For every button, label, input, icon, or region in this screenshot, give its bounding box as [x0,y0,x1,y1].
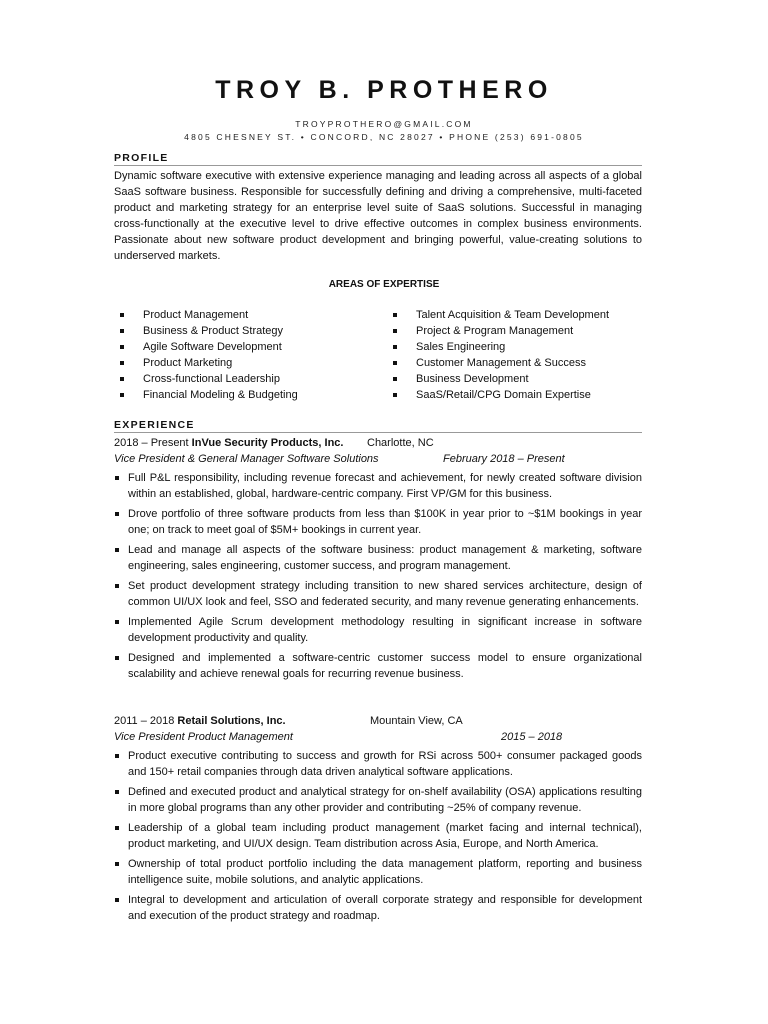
expertise-item: Financial Modeling & Budgeting [118,387,298,403]
job-bullets [114,470,642,686]
expertise-list-right [391,307,609,403]
job-header [114,713,642,729]
job-title: Vice President Product Management [114,731,293,743]
job-bullets [114,748,642,928]
job-dates: February 2018 – Present [443,453,565,465]
job-bullet: Integral to development and articulation of overall corporate strategy and responsible for development and execution of the product strategy and roadmap. [114,892,642,924]
job-title-row [114,451,642,467]
job-bullet: Drove portfolio of three software products from less than $100K in year prior to ~$1M bookings in year one; on track to meet goal of $5M+ bookings in current year. [114,506,642,538]
expertise-item: SaaS/Retail/CPG Domain Expertise [391,387,609,403]
job-bullet: Full P&L responsibility, including revenue forecast and achievement, for newly created software division within an established, global, hardware-centric company. First VP/GM for this business. [114,470,642,502]
job-title-row [114,729,642,745]
job-years: 2011 – 2018 [114,715,178,727]
job-bullet: Leadership of a global team including product management (market facing and internal technical), product marketing, and UI/UX design. Team distribution across Asia, Europe, and North America. [114,820,642,852]
job-bullet: Product executive contributing to success and growth for RSi across 500+ consumer packaged goods and 150+ retail companies through data driven analytical software applications. [114,748,642,780]
expertise-list-left [118,307,298,403]
job-location: Mountain View, CA [370,715,463,727]
job-location: Charlotte, NC [367,437,434,449]
job-bullet: Implemented Agile Scrum development methodology resulting in significant increase in software development productivity and quality. [114,614,642,646]
job-years-company [114,435,343,451]
profile-heading: PROFILE [114,152,642,166]
job-bullet: Defined and executed product and analytical strategy for on-shelf availability (OSA) applications resulting in more global programs than any other provider and contributing ~25% of company revenue. [114,784,642,816]
job-header [114,435,642,451]
contact-email: TROYPROTHERO@GMAIL.COM [295,119,473,129]
job-bullet: Set product development strategy including transition to new shared services architecture, design of common UI/UX look and feel, SSO and federated security, and many revenue generating enhancements. [114,578,642,610]
job-bullet: Designed and implemented a software-centric customer success model to ensure organizational scalability and achieve renewal goals for recurring revenue business. [114,650,642,682]
expertise-item: Customer Management & Success [391,355,609,371]
expertise-item: Business Development [391,371,609,387]
job-dates: 2015 – 2018 [501,731,563,743]
expertise-item: Business & Product Strategy [118,323,298,339]
expertise-item: Agile Software Development [118,339,298,355]
job-bullet: Ownership of total product portfolio including the data management platform, reporting and business intelligence suite, mobile solutions, and analytic applications. [114,856,642,888]
experience-heading: EXPERIENCE [114,419,642,433]
job-years: 2018 – Present [114,437,192,449]
job-years-company [114,713,286,729]
job-title: Vice President & General Manager Software Solutions [114,453,379,465]
expertise-item: Sales Engineering [391,339,609,355]
job-company: InVue Security Products, Inc. [191,437,344,449]
expertise-item: Project & Program Management [391,323,609,339]
expertise-heading: AREAS OF EXPERTISE [328,279,440,290]
expertise-item: Product Management [118,307,298,323]
job-bullet: Lead and manage all aspects of the software business: product management & marketing, software engineering, sales engineering, customer success, and program management. [114,542,642,574]
expertise-item: Talent Acquisition & Team Development [391,307,609,323]
job-company: Retail Solutions, Inc. [177,715,286,727]
contact-address-phone: 4805 CHESNEY ST. • CONCORD, NC 28027 • PHONE (253) 691-0805 [184,132,584,142]
expertise-item: Cross-functional Leadership [118,371,298,387]
candidate-name: TROY B. PROTHERO [215,76,553,104]
profile-summary: Dynamic software executive with extensive experience managing and leading across all aspects of a global SaaS software business. Responsible for successfully defining and driving a comprehensive, multi-faceted product and marketing strategy for an enterprise level suite of SaaS solutions. Successful in managing cross-functionally at the executive level to drive effective outcomes in complex business environments. Passionate about new software product development and bringing powerful, value-creating solutions to underserved markets. [114,170,642,263]
expertise-item: Product Marketing [118,355,298,371]
